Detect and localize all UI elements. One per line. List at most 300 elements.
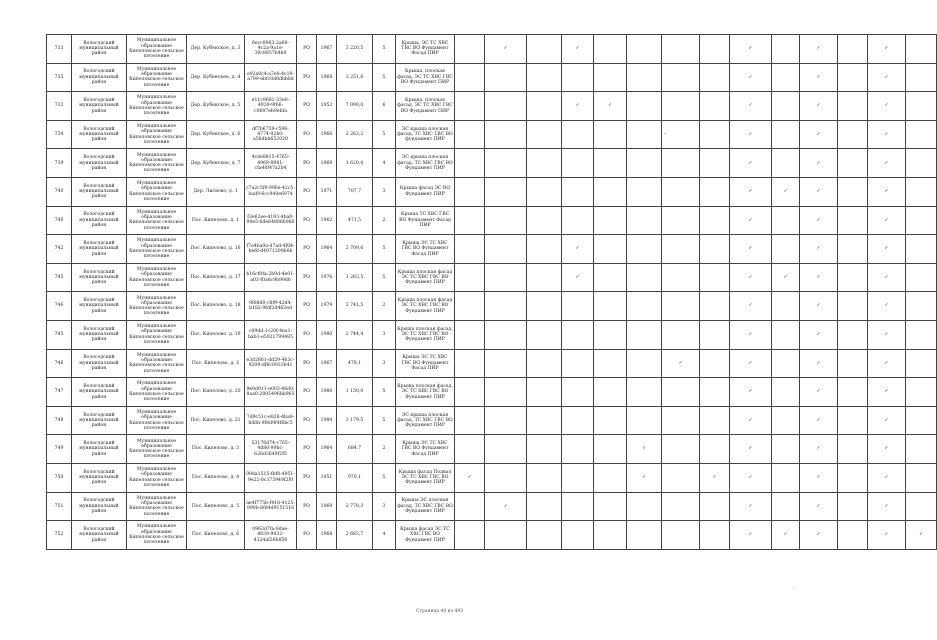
cell-year: 1969 — [317, 149, 337, 178]
checkmark-icon: ✓ — [642, 446, 646, 452]
check-cell-1 — [455, 521, 485, 550]
check-cell-3 — [527, 263, 562, 292]
cell-works: Крыша плоская фасад ЭС ТС ХВС ГВС ВО Фундамент ПИР — [396, 263, 455, 292]
checkmark-icon: ✓ — [816, 532, 821, 538]
cell-works: Крыша ЭС ТС ХВС ГВС ВО Фундамент Фасад ПИР — [396, 349, 455, 378]
check-cell-5 — [594, 206, 627, 235]
check-cell-4 — [562, 92, 594, 121]
check-cell-7 — [662, 263, 700, 292]
cell-count: 4 — [373, 149, 396, 178]
check-cell-1 — [455, 349, 485, 378]
check-cell-13 — [868, 206, 906, 235]
cell-code: b16cf0fa-2b9d-4e01-a03-f0a6c9b99d6 — [245, 263, 297, 292]
check-cell-11 — [800, 292, 838, 321]
check-cell-11 — [800, 35, 838, 64]
check-cell-8 — [700, 235, 730, 264]
check-cell-11 — [800, 435, 838, 464]
cell-count: 5 — [373, 378, 396, 407]
check-cell-12 — [838, 92, 868, 121]
cell-count: 2 — [373, 435, 396, 464]
checkmark-icon: ✓ — [884, 246, 889, 252]
cell-code: 9e0d911-e003-46d0-8aa0-2805496bb965 — [245, 378, 297, 407]
cell-address: Пос. Кипелово, д. 3 — [187, 435, 245, 464]
check-cell-3 — [527, 435, 562, 464]
check-cell-1 — [455, 149, 485, 178]
check-cell-3 — [527, 521, 562, 550]
check-cell-5 — [594, 92, 627, 121]
cell-code: e92a0c4-a7e0-4c19-a799-ebfc0d6dbb8d — [245, 63, 297, 92]
check-cell-13 — [868, 63, 906, 92]
cell-no: 734 — [47, 120, 72, 149]
cell-area: 2 778,3 — [337, 492, 373, 521]
check-cell-2 — [485, 492, 527, 521]
cell-municipality: Муниципальное образование Кипеловское сельское поселение — [127, 435, 187, 464]
table-row — [47, 492, 937, 521]
checkmark-icon: ✓ — [748, 303, 753, 309]
check-cell-9 — [730, 292, 772, 321]
cell-area: 707,7 — [337, 177, 373, 206]
check-cell-12 — [838, 521, 868, 550]
cell-no: 745 — [47, 320, 72, 349]
cell-no: 733 — [47, 92, 72, 121]
check-cell-10 — [772, 406, 800, 435]
checkmark-icon: ✓ — [748, 332, 753, 338]
check-cell-3 — [527, 378, 562, 407]
table-row — [47, 378, 937, 407]
check-cell-13 — [868, 435, 906, 464]
checkmark-icon: ✓ — [748, 103, 753, 109]
checkmark-icon: ✓ — [575, 246, 580, 252]
check-cell-8 — [700, 378, 730, 407]
cell-address: Пос. Кипелово, д. 6 — [187, 521, 245, 550]
check-cell-1 — [455, 292, 485, 321]
check-cell-1 — [455, 35, 485, 64]
check-cell-6 — [627, 149, 662, 178]
cell-municipality: Муниципальное образование Кипеловское сельское поселение — [127, 63, 187, 92]
cell-type: РО — [297, 463, 317, 492]
cell-count: 2 — [373, 206, 396, 235]
check-cell-10 — [772, 92, 800, 121]
cell-count: 5 — [373, 120, 396, 149]
check-cell-1 — [455, 492, 485, 521]
table-row — [47, 263, 937, 292]
cell-municipality: Муниципальное образование Кипеловское сельское поселение — [127, 349, 187, 378]
checkmark-icon: ✓ — [816, 246, 821, 252]
cell-address: Пос. Кипелово, д. 4 — [187, 463, 245, 492]
table-row — [47, 206, 937, 235]
cell-address: Дер. Кубенское, д. 6 — [187, 120, 245, 149]
checkmark-icon: ✓ — [884, 389, 889, 395]
cell-area: 3 251,6 — [337, 63, 373, 92]
cell-year: 1964 — [317, 435, 337, 464]
cell-no: 748 — [47, 406, 72, 435]
cell-works: ЭС крыша плоская фасад, ТС ХВС ГВС ВО Фундамент ПИР — [396, 406, 455, 435]
cell-works: Крыша плоская фасад, ЭС ТС ХВС ГВС ВО Фундамент ПИР — [396, 378, 455, 407]
check-cell-12 — [838, 463, 868, 492]
checkmark-icon: ✓ — [748, 274, 753, 280]
cell-municipality: Муниципальное образование Кипеловское сельское поселение — [127, 235, 187, 264]
cell-year: 1971 — [317, 177, 337, 206]
check-cell-14 — [906, 406, 937, 435]
cell-type: РО — [297, 149, 317, 178]
check-cell-11 — [800, 406, 838, 435]
checkmark-icon: ✓ — [748, 46, 753, 52]
check-cell-13 — [868, 521, 906, 550]
check-cell-4 — [562, 177, 594, 206]
checkmark-icon: ✓ — [816, 131, 821, 137]
checkmark-icon: ✓ — [884, 160, 889, 166]
checkmark-icon: ✓ — [608, 103, 612, 109]
cell-type: РО — [297, 320, 317, 349]
checkmark-icon: ✓ — [783, 532, 788, 538]
cell-address: Пос. Кипелово, д. 20 — [187, 378, 245, 407]
check-cell-4 — [562, 435, 594, 464]
check-cell-2 — [485, 206, 527, 235]
checkmark-icon: ✓ — [884, 332, 889, 338]
check-cell-12 — [838, 435, 868, 464]
check-cell-11 — [800, 235, 838, 264]
table-row — [47, 435, 937, 464]
cell-district: Вологодский муниципальный район — [72, 492, 127, 521]
check-cell-14 — [906, 463, 937, 492]
check-cell-11 — [800, 63, 838, 92]
check-cell-5 — [594, 349, 627, 378]
check-cell-14 — [906, 206, 937, 235]
cell-code: 99da1515-fbf8-4951-9e22-8c373949f2f0 — [245, 463, 297, 492]
check-cell-8 — [700, 320, 730, 349]
checkmark-icon: ✓ — [748, 389, 753, 395]
checkmark-icon: ✓ — [712, 475, 717, 481]
check-cell-4 — [562, 206, 594, 235]
check-cell-4 — [562, 378, 594, 407]
cell-no: 739 — [47, 149, 72, 178]
cell-address: Пос. Кипелово, д. 17 — [187, 263, 245, 292]
check-cell-2 — [485, 263, 527, 292]
check-cell-7 — [662, 406, 700, 435]
cell-area: 3 179,5 — [337, 406, 373, 435]
check-cell-13 — [868, 263, 906, 292]
table-row — [47, 292, 937, 321]
check-cell-3 — [527, 406, 562, 435]
check-cell-7 — [662, 177, 700, 206]
cell-works: Крыша фасад ЭС ВО Фундамент ПИР — [396, 177, 455, 206]
check-cell-12 — [838, 149, 868, 178]
check-cell-13 — [868, 92, 906, 121]
cell-year: 1979 — [317, 292, 337, 321]
check-cell-10 — [772, 521, 800, 550]
check-cell-9 — [730, 149, 772, 178]
cell-works: Крыша ТС ХВС ГВС ВО Фундамент Фасад ПИР — [396, 206, 455, 235]
checkmark-icon: ✓ — [467, 475, 472, 481]
check-cell-3 — [527, 206, 562, 235]
check-cell-12 — [838, 263, 868, 292]
check-cell-11 — [800, 92, 838, 121]
cell-municipality: Муниципальное образование Кипеловское сельское поселение — [127, 92, 187, 121]
check-cell-3 — [527, 92, 562, 121]
check-cell-14 — [906, 35, 937, 64]
check-cell-9 — [730, 235, 772, 264]
check-cell-9 — [730, 349, 772, 378]
cell-works: Крыша, ЭС ТС ХВС ГВС ВО Фундамент Фасад ПИР — [396, 35, 455, 64]
check-cell-8 — [700, 177, 730, 206]
check-cell-2 — [485, 235, 527, 264]
check-cell-12 — [838, 492, 868, 521]
check-cell-6 — [627, 92, 662, 121]
checkmark-icon: ✓ — [884, 131, 889, 137]
cell-area: 3 220,5 — [337, 35, 373, 64]
check-cell-5 — [594, 263, 627, 292]
check-cell-7 — [662, 521, 700, 550]
check-cell-11 — [800, 349, 838, 378]
checkmark-icon: ✓ — [575, 274, 580, 280]
checkmark-icon: ✓ — [816, 217, 821, 223]
cell-year: 1952 — [317, 92, 337, 121]
check-cell-6 — [627, 63, 662, 92]
checkmark-icon: ✓ — [678, 360, 683, 366]
cell-code: f7e4ba9a-d7ad-4f04-be6f-d4971209b0b — [245, 235, 297, 264]
check-cell-10 — [772, 492, 800, 521]
check-cell-4 — [562, 149, 594, 178]
table-row — [47, 92, 937, 121]
check-cell-9 — [730, 406, 772, 435]
check-cell-10 — [772, 320, 800, 349]
check-cell-7 — [662, 292, 700, 321]
cell-works: ЭС крыша плоская фасад, ТС ХВС ГВС ВО Фундамент ПИР — [396, 149, 455, 178]
check-cell-9 — [730, 378, 772, 407]
check-cell-8 — [700, 435, 730, 464]
cell-year: 1968 — [317, 521, 337, 550]
check-cell-2 — [485, 435, 527, 464]
check-cell-8 — [700, 206, 730, 235]
check-cell-6 — [627, 406, 662, 435]
cell-municipality: Муниципальное образование Кипеловское сельское поселение — [127, 206, 187, 235]
checkmark-icon: ✓ — [884, 274, 889, 280]
cell-works: Крыша ЭС ТС ХВС ГВС ВО Фундамент Фасад ПИР — [396, 435, 455, 464]
check-cell-5 — [594, 120, 627, 149]
checkmark-icon: ✓ — [919, 532, 923, 538]
cell-district: Вологодский муниципальный район — [72, 235, 127, 264]
check-cell-6 — [627, 463, 662, 492]
cell-district: Вологодский муниципальный район — [72, 292, 127, 321]
cell-no: 752 — [47, 521, 72, 550]
check-cell-14 — [906, 63, 937, 92]
check-cell-13 — [868, 378, 906, 407]
check-cell-9 — [730, 521, 772, 550]
cell-area: 1 620,0 — [337, 149, 373, 178]
cell-type: РО — [297, 406, 317, 435]
check-cell-11 — [800, 177, 838, 206]
cell-count: 3 — [373, 492, 396, 521]
cell-area: 471,5 — [337, 206, 373, 235]
check-cell-14 — [906, 177, 937, 206]
check-cell-14 — [906, 149, 937, 178]
cell-address: Пос. Кипелово, д. 2 — [187, 349, 245, 378]
cell-year: 1976 — [317, 263, 337, 292]
cell-municipality: Муниципальное образование Кипеловское сельское поселение — [127, 35, 187, 64]
cell-type: РО — [297, 177, 317, 206]
check-cell-3 — [527, 463, 562, 492]
check-cell-5 — [594, 463, 627, 492]
cell-address: Пос. Кипелово, д. 18 — [187, 292, 245, 321]
cell-area: 2 683,7 — [337, 521, 373, 550]
cell-year: 1968 — [317, 63, 337, 92]
register-body — [47, 35, 937, 550]
check-cell-14 — [906, 521, 937, 550]
check-cell-11 — [800, 120, 838, 149]
check-cell-5 — [594, 235, 627, 264]
cell-code: c7a2c5f9-996e-42c5-bad9-6cc940e6974 — [245, 177, 297, 206]
check-cell-12 — [838, 206, 868, 235]
check-cell-4 — [562, 521, 594, 550]
cell-count: 6 — [373, 92, 396, 121]
check-cell-5 — [594, 292, 627, 321]
cell-count: 5 — [373, 463, 396, 492]
check-cell-9 — [730, 463, 772, 492]
check-cell-7 — [662, 92, 700, 121]
check-cell-7 — [662, 378, 700, 407]
check-cell-6 — [627, 177, 662, 206]
check-cell-1 — [455, 320, 485, 349]
cell-no: 746 — [47, 292, 72, 321]
check-cell-10 — [772, 378, 800, 407]
check-cell-7 — [662, 349, 700, 378]
checkmark-icon: ✓ — [503, 503, 508, 509]
table-row — [47, 63, 937, 92]
check-cell-1 — [455, 463, 485, 492]
cell-works: Крыша ЭС ТС ХВС ГВС ВО Фундамент Фасад ПИР — [396, 235, 455, 264]
cell-district: Вологодский муниципальный район — [72, 63, 127, 92]
checkmark-icon: ✓ — [748, 217, 753, 223]
table-row — [47, 177, 937, 206]
cell-area: 2 709,6 — [337, 235, 373, 264]
check-cell-5 — [594, 492, 627, 521]
checkmark-icon: ✓ — [748, 532, 753, 538]
check-cell-6 — [627, 235, 662, 264]
cell-district: Вологодский муниципальный район — [72, 320, 127, 349]
check-cell-10 — [772, 349, 800, 378]
checkmark-icon: ✓ — [575, 103, 580, 109]
check-cell-5 — [594, 406, 627, 435]
check-cell-1 — [455, 63, 485, 92]
cell-type: РО — [297, 349, 317, 378]
check-cell-3 — [527, 292, 562, 321]
check-cell-6 — [627, 206, 662, 235]
table-row — [47, 149, 937, 178]
check-cell-4 — [562, 320, 594, 349]
cell-type: РО — [297, 235, 317, 264]
cell-area: 478,1 — [337, 349, 373, 378]
cell-count: 3 — [373, 349, 396, 378]
cell-area: 7 090,0 — [337, 92, 373, 121]
check-cell-9 — [730, 63, 772, 92]
check-cell-3 — [527, 177, 562, 206]
check-cell-3 — [527, 149, 562, 178]
cell-address: Дер. Кубенское, д. 3 — [187, 35, 245, 64]
cell-municipality: Муниципальное образование Кипеловское сельское поселение — [127, 463, 187, 492]
cell-district: Вологодский муниципальный район — [72, 406, 127, 435]
check-cell-14 — [906, 492, 937, 521]
checkmark-icon: ✓ — [884, 417, 889, 423]
page-footer: Страница 40 из 493 — [416, 609, 464, 614]
check-cell-14 — [906, 378, 937, 407]
check-cell-6 — [627, 521, 662, 550]
check-cell-10 — [772, 435, 800, 464]
check-cell-3 — [527, 349, 562, 378]
checkmark-icon: ✓ — [748, 246, 753, 252]
check-cell-8 — [700, 92, 730, 121]
table-row — [47, 35, 937, 64]
check-cell-4 — [562, 492, 594, 521]
cell-address: Дер. Лисково, д. 1 — [187, 177, 245, 206]
cell-address: Дер. Кубенское, д. 4 — [187, 63, 245, 92]
check-cell-3 — [527, 320, 562, 349]
check-cell-14 — [906, 292, 937, 321]
cell-no: 740 — [47, 177, 72, 206]
check-cell-1 — [455, 378, 485, 407]
check-cell-5 — [594, 435, 627, 464]
cell-type: РО — [297, 521, 317, 550]
check-cell-2 — [485, 349, 527, 378]
check-cell-10 — [772, 206, 800, 235]
check-cell-7 — [662, 235, 700, 264]
cell-year: 1967 — [317, 349, 337, 378]
check-cell-7 — [662, 320, 700, 349]
cell-count: 5 — [373, 406, 396, 435]
check-cell-10 — [772, 63, 800, 92]
cell-count: 2 — [373, 292, 396, 321]
checkmark-icon: ✓ — [748, 475, 753, 481]
check-cell-6 — [627, 120, 662, 149]
cell-year: 1962 — [317, 206, 337, 235]
check-cell-8 — [700, 349, 730, 378]
cell-no: 742 — [47, 235, 72, 264]
cell-municipality: Муниципальное образование Кипеловское сельское поселение — [127, 120, 187, 149]
check-cell-5 — [594, 378, 627, 407]
cell-count: 4 — [373, 521, 396, 550]
cell-address: Пос. Кипелово, д. 16 — [187, 235, 245, 264]
check-cell-2 — [485, 177, 527, 206]
check-cell-12 — [838, 177, 868, 206]
checkmark-icon: ✓ — [748, 131, 753, 137]
check-cell-6 — [627, 349, 662, 378]
check-cell-14 — [906, 120, 937, 149]
checkmark-icon: ✓ — [816, 503, 821, 509]
cell-address: Дер. Кубенское, д. 5 — [187, 92, 245, 121]
checkmark-icon: ✓ — [884, 46, 889, 52]
cell-works: Крыша плоская фасад ЭС ТС ХВС ГВС ВО Фундамент ПИР — [396, 292, 455, 321]
cell-address: Пос. Кипелово, д. 1 — [187, 206, 245, 235]
cell-district: Вологодский муниципальный район — [72, 177, 127, 206]
check-cell-8 — [700, 406, 730, 435]
cell-year: 1951 — [317, 463, 337, 492]
check-cell-12 — [838, 35, 868, 64]
checkmark-icon: ✓ — [748, 74, 753, 80]
cell-municipality: Муниципальное образование Кипеловское сельское поселение — [127, 406, 187, 435]
cell-area: 2 741,5 — [337, 292, 373, 321]
check-cell-13 — [868, 320, 906, 349]
check-cell-8 — [700, 492, 730, 521]
table-row — [47, 521, 937, 550]
cell-municipality: Муниципальное образование Кипеловское сельское поселение — [127, 177, 187, 206]
check-cell-4 — [562, 35, 594, 64]
cell-no: 740 — [47, 206, 72, 235]
check-cell-8 — [700, 63, 730, 92]
check-cell-5 — [594, 149, 627, 178]
checkmark-icon: ✓ — [884, 360, 889, 366]
cell-code: df7b6759-c596-4774-92b0-a58dbb652020 — [245, 120, 297, 149]
cell-works: Крыша, плоская фасад, ЭС ТС ХВС ГВС ВО Фундамент ПИР — [396, 63, 455, 92]
check-cell-7 — [662, 492, 700, 521]
